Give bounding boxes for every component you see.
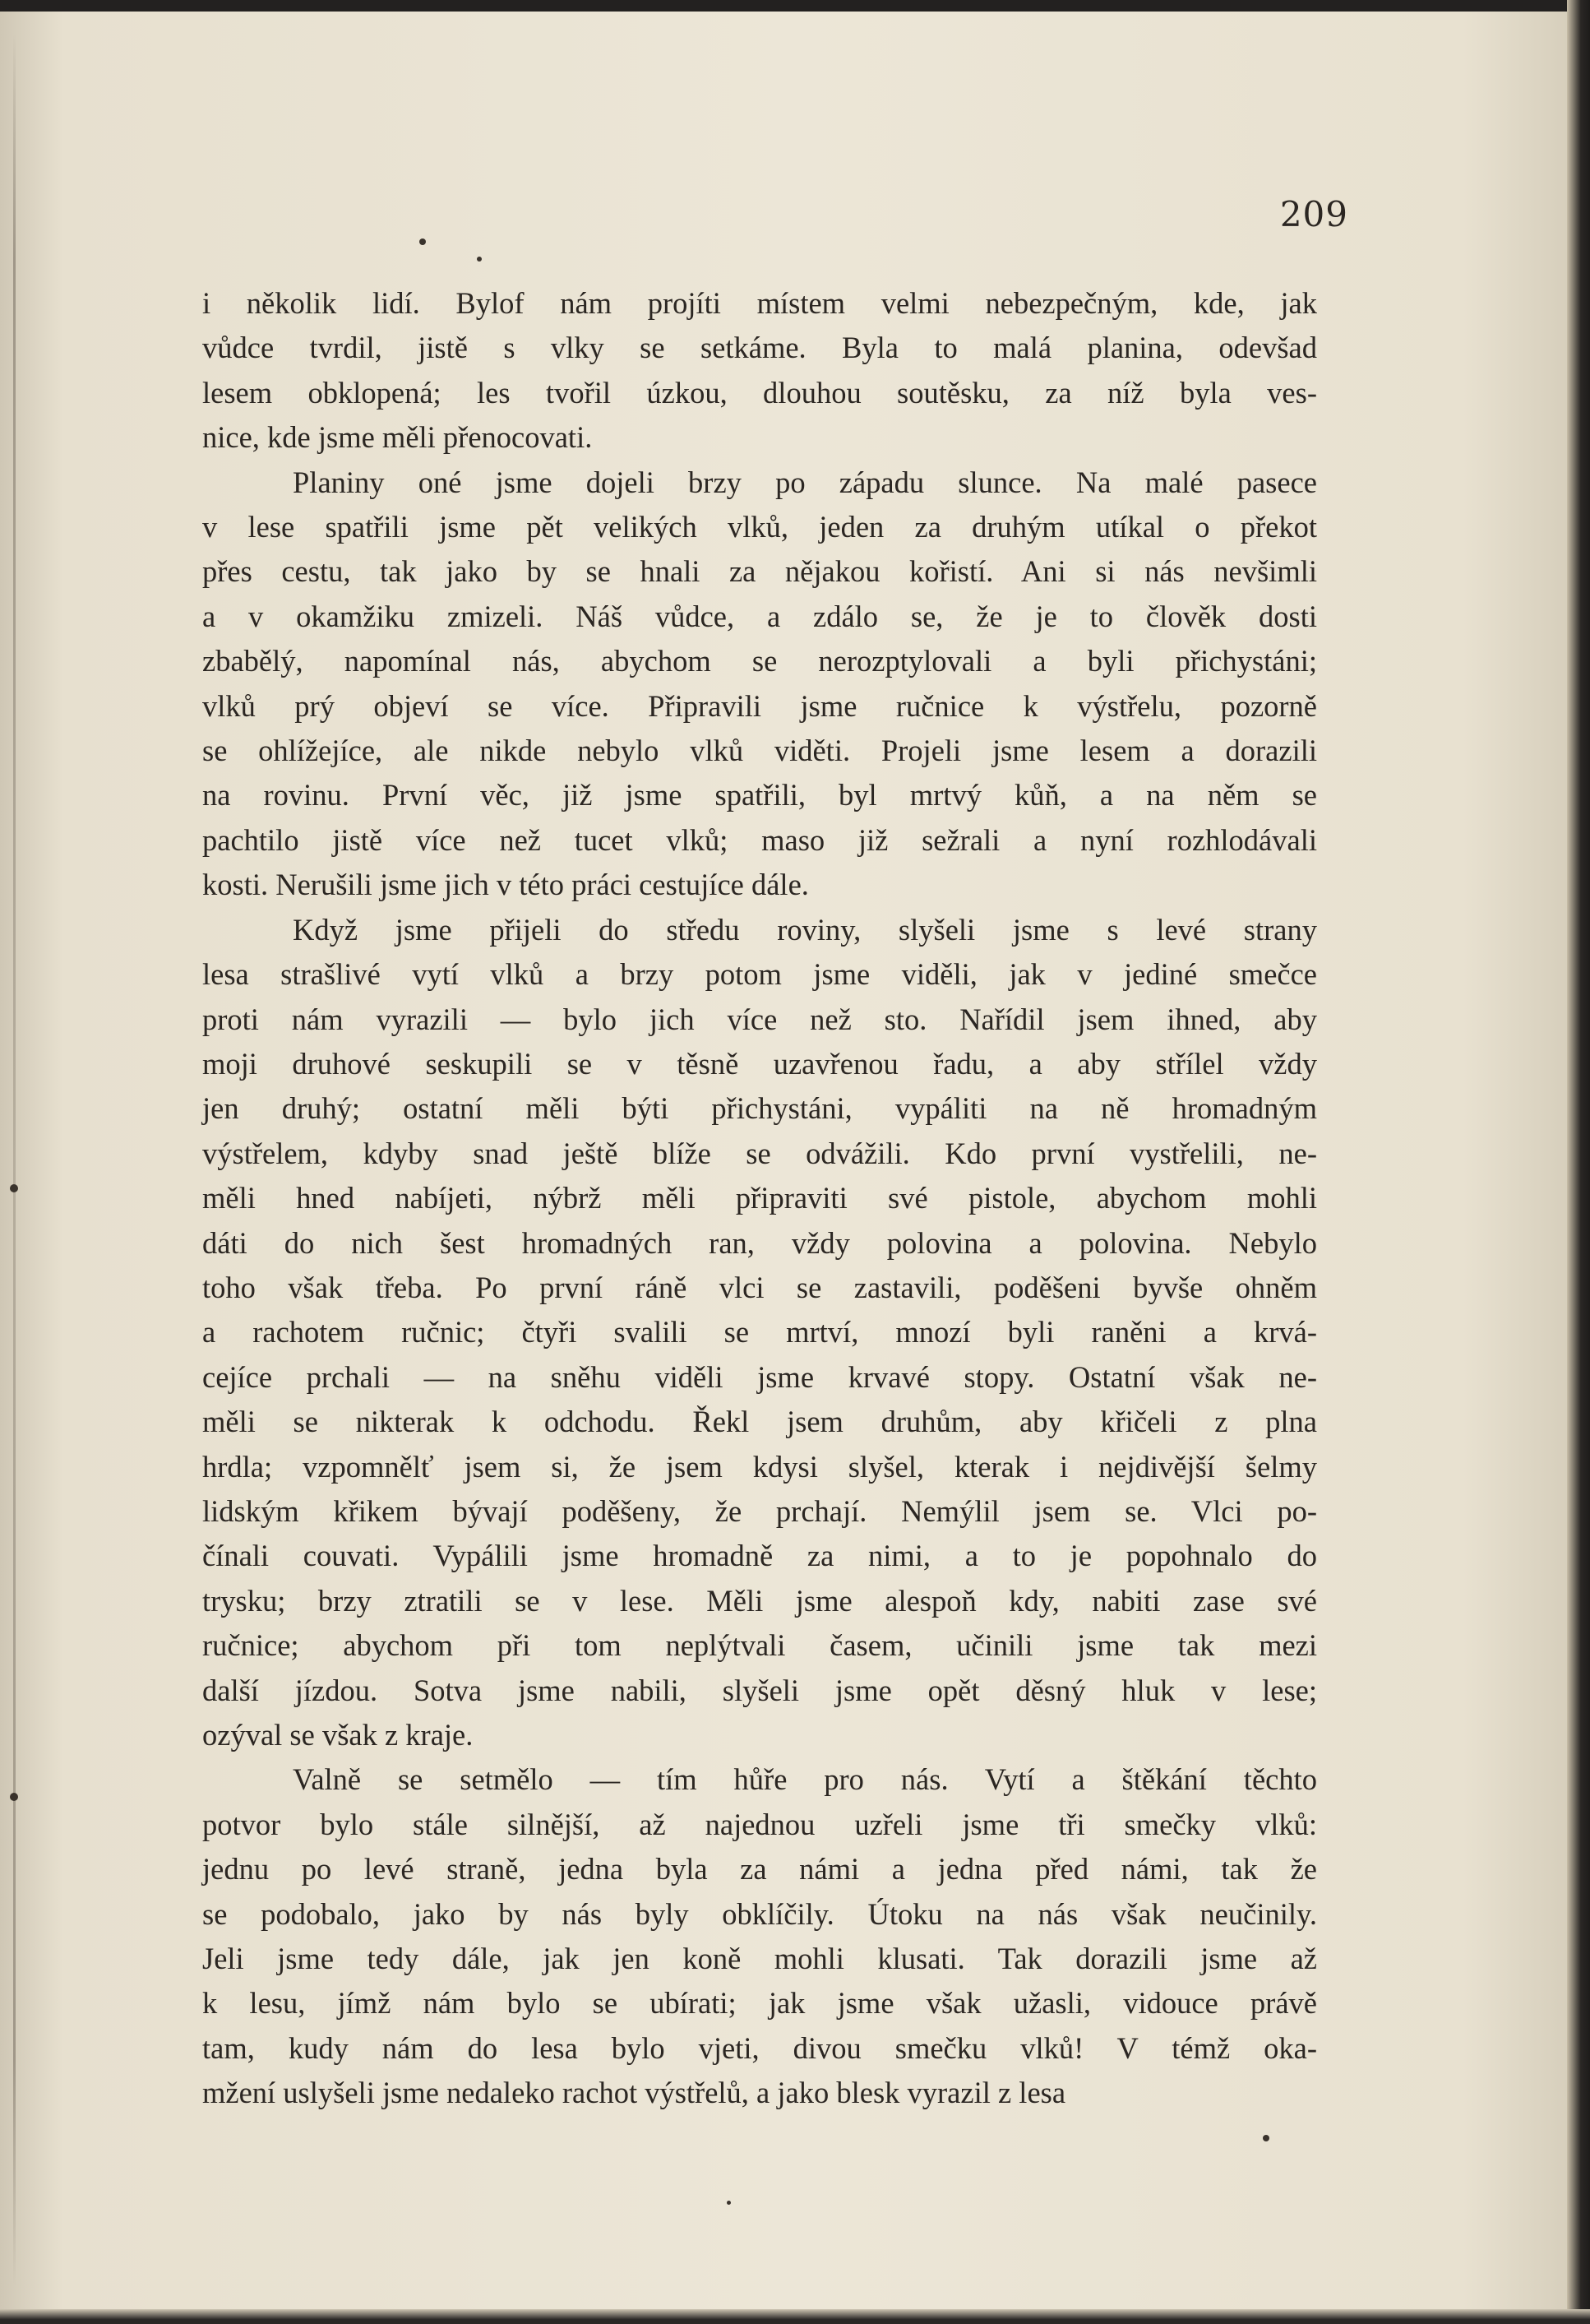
text-line: jen druhý; ostatní měli býti přichystáni, vypáliti na ně hromadným [202,1091,1317,1126]
text-line: tam, kudy nám do lesa bylo vjeti, divou smečku vlků! V témž oka- [202,2030,1317,2065]
paragraph [202,1757,1317,2115]
paragraph [202,908,1317,1758]
text-line: proti nám vyrazili — bylo jich více než sto. Nařídil jsem ihned, aby [202,1002,1317,1036]
scan-top-edge [0,0,1590,12]
text-line: měli se nikterak k odchodu. Řekl jsem druhům, aby křičeli z plna [202,1405,1317,1439]
paragraph [202,281,1317,461]
text-line: lesem obklopená; les tvořil úzkou, dlouhou soutěsku, za níž byla ves- [202,375,1317,410]
text-line: nice, kde jsme měli přenocovati. [202,420,593,455]
text-line: Valně se setmělo — tím hůře pro nás. Vytí a štěkání těchto [293,1762,1317,1797]
text-line: výstřelem, kdyby snad ještě blíže se odvážili. Kdo první vystřelili, ne- [202,1136,1317,1170]
text-line: mžení uslyšeli jsme nedaleko rachot výstřelů, a jako blesk vyrazil z lesa [202,2076,1066,2110]
page-number: 209 [1279,194,1348,234]
text-line: ručnice; abychom při tom neplýtvali časem, učinili jsme tak mezi [202,1628,1317,1663]
text-line: Když jsme přijeli do středu roviny, slyšeli jsme s levé strany [293,912,1317,947]
text-line: Planiny oné jsme dojeli brzy po západu slunce. Na malé pasece [293,465,1317,499]
body-text [202,281,1317,2116]
scan-bottom-edge [0,2309,1590,2324]
text-line: i několik lidí. Bylof nám projíti místem velmi nebezpečným, kde, jak [202,286,1317,320]
text-line: zbabělý, napomínal nás, abychom se nerozptylovali a byli přichystáni; [202,644,1317,678]
text-line: další jízdou. Sotva jsme nabili, slyšeli jsme opět děsný hluk v lese; [202,1673,1317,1707]
text-line: pachtilo jistě více než tucet vlků; maso již sežrali a nyní rozhlodávali [202,822,1317,857]
text-line: kosti. Nerušili jsme jich v této práci cestujíce dále. [202,868,809,902]
text-line: dáti do nich šest hromadných ran, vždy polovina a polovina. Nebylo [202,1225,1317,1260]
text-line: a v okamžiku zmizeli. Náš vůdce, a zdálo se, že je to člověk dosti [202,599,1317,633]
text-line: v lese spatřili jsme pět velikých vlků, jeden za druhým utíkal o překot [202,510,1317,544]
text-line: potvor bylo stále silnější, až najednou uzřeli jsme tři smečky vlků: [202,1807,1317,1841]
text-line: cejíce prchali — na sněhu viděli jsme krvavé stopy. Ostatní však ne- [202,1359,1317,1394]
text-line: moji druhové seskupili se v těsně uzavřenou řadu, a aby střílel vždy [202,1046,1317,1081]
text-line: k lesu, jímž nám bylo se ubírati; jak jsme však užasli, vidouce právě [202,1986,1317,2021]
ink-speck [1263,2135,1269,2141]
scan-right-edge [1567,0,1590,2324]
ink-speck [10,1793,18,1801]
text-line: Jeli jsme tedy dále, jak jen koně mohli klusati. Tak dorazili jsme až [202,1942,1317,1976]
binding-gutter-shadow [13,33,16,2286]
ink-speck [477,257,482,262]
text-line: a rachotem ručnic; čtyři svalili se mrtví, mnozí byli raněni a krvá- [202,1315,1317,1349]
text-line: čínali couvati. Vypálili jsme hromadně za nimi, a to je popohnalo do [202,1539,1317,1573]
paragraph [202,461,1317,908]
text-line: hrdla; vzpomnělť jsem si, že jsem kdysi slyšel, kterak i nejdivější šelmy [202,1449,1317,1484]
text-line: přes cestu, tak jako by se hnali za nějakou kořistí. Ani si nás nevšimli [202,554,1317,589]
text-line: trysku; brzy ztratili se v lese. Měli jsme alespoň kdy, nabiti zase své [202,1583,1317,1618]
text-line: toho však třeba. Po první ráně vlci se zastavili, poděšeni byvše ohněm [202,1270,1317,1304]
text-line: lesa strašlivé vytí vlků a brzy potom jsme viděli, jak v jediné smečce [202,957,1317,992]
ink-speck [727,2201,731,2205]
text-line: lidským křikem bývají poděšeny, že prchají. Nemýlil jsem se. Vlci po- [202,1493,1317,1528]
text-line: vlků prý objeví se více. Připravili jsme ručnice k výstřelu, pozorně [202,688,1317,723]
text-line: ozýval se však z kraje. [202,1718,474,1752]
text-line: na rovinu. První věc, již jsme spatřili, byl mrtvý kůň, a na něm se [202,778,1317,812]
text-line: měli hned nabíjeti, nýbrž měli připraviti své pistole, abychom mohli [202,1181,1317,1215]
text-line: se ohlížejíce, ale nikde nebylo vlků viděti. Projeli jsme lesem a dorazili [202,734,1317,768]
text-line: vůdce tvrdil, jistě s vlky se setkáme. Byla to malá planina, odevšad [202,331,1317,365]
text-line: se podobalo, jako by nás byly obklíčily. Útoku na nás však neučinily. [202,1896,1317,1931]
text-line: jednu po levé straně, jedna byla za námi a jedna před námi, tak že [202,1852,1317,1887]
ink-speck [419,238,426,245]
ink-speck [10,1184,18,1192]
